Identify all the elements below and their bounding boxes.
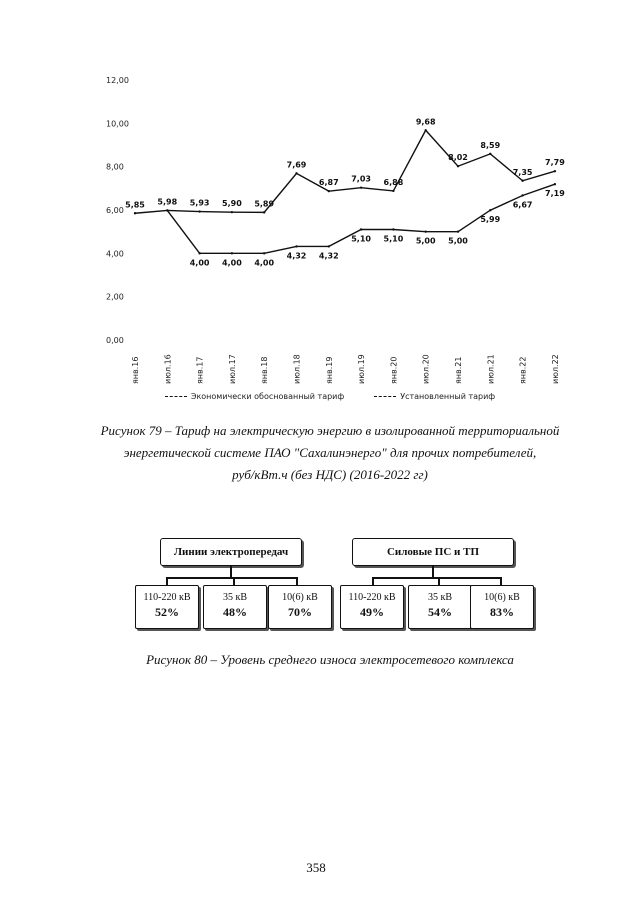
data-label: 4,00 [189,258,210,268]
data-label: 5,93 [189,198,210,208]
data-label: 5,10 [351,234,371,244]
connector [372,577,500,579]
data-point [360,186,362,188]
item-label: 10(6) кВ [282,592,318,603]
legend-label-established: Установленный тариф [400,392,496,401]
data-label: 6,67 [512,200,533,210]
connector [372,577,374,585]
data-point [231,211,233,213]
data-label: 5,85 [125,200,145,210]
x-tick-label: янв.19 [324,356,334,384]
caption79-line2: энергетической системе ПАО "Сахалинэнерго" для прочих потребителей, [123,445,537,460]
data-point [328,190,330,192]
data-label: 8,02 [448,153,468,163]
tariff-line-chart [0,0,632,400]
data-label: 4,32 [318,251,339,261]
connector [438,577,440,585]
connector [233,577,235,585]
item-value: 54% [428,605,452,619]
item-value: 48% [223,605,247,619]
item-label: 110-220 кВ [348,592,396,603]
power-lines-110-220 [135,585,199,629]
header-substations: Силовые ПС и ТП [352,538,514,566]
data-point [457,165,459,167]
data-label: 7,79 [545,158,565,168]
x-tick-label: июл.19 [357,354,367,384]
chart-legend [150,392,510,401]
data-point [295,172,297,174]
data-label: 5,10 [383,234,404,244]
x-tick-label: июл.22 [550,354,560,384]
data-point [166,209,168,211]
data-label: 7,35 [512,167,533,177]
data-label: 5,99 [480,215,501,225]
y-tick-label: 8,00 [106,162,124,172]
data-point [521,194,523,196]
data-label: 5,90 [222,199,242,209]
figure-79-caption [95,420,565,486]
data-point [328,245,330,247]
x-tick-label: янв.21 [454,356,463,384]
x-tick-label: июл.21 [486,354,496,384]
data-point [425,129,427,131]
y-tick-label: 2,00 [106,292,124,302]
data-label: 7,03 [351,174,371,184]
data-point [554,170,556,172]
substations-10-6 [470,585,534,629]
legend-item-economic [165,392,344,401]
header-power-lines: Линии электропередач [160,538,302,566]
y-tick-label: 0,00 [106,336,124,345]
x-tick-label: июл.18 [292,354,302,384]
data-label: 6,87 [318,178,339,188]
item-value: 70% [288,605,312,619]
data-point [295,245,297,247]
data-label: 5,00 [415,236,436,246]
data-label: 8,59 [480,140,501,150]
data-point [489,153,491,155]
x-tick-label: янв.18 [260,356,270,384]
caption79-line1: Рисунок 79 – Тариф на электрическую энергию в изолированной территориальной [100,423,560,438]
x-tick-label: янв.17 [195,356,205,384]
legend-swatch-established [374,396,396,397]
x-tick-label: июл.16 [163,354,173,384]
data-point [489,209,491,211]
figure-80-caption: Рисунок 80 – Уровень среднего износа электросетевого комплекса [146,652,514,667]
y-tick-label: 6,00 [106,206,124,215]
item-label: 35 кВ [427,592,453,603]
x-tick-label: янв.22 [518,356,528,384]
item-value: 83% [490,605,514,619]
data-point [554,183,556,185]
y-tick-label: 10,00 [106,119,129,129]
data-label: 7,19 [545,189,565,199]
data-point [263,211,265,213]
data-label: 4,32 [286,251,307,261]
data-label: 9,68 [415,117,436,127]
page-number: 358 [306,860,326,875]
legend-swatch-economic [165,396,187,397]
data-point [198,210,200,212]
data-point [198,252,200,254]
x-tick-label: янв.20 [389,356,399,384]
data-point [360,228,362,230]
data-point [392,228,394,230]
data-label: 6,88 [383,177,404,187]
legend-item-established [374,392,495,401]
y-tick-label: 4,00 [106,249,124,259]
x-tick-label: июл.20 [421,354,431,384]
item-value: 52% [155,605,179,619]
connector [166,577,168,585]
data-label: 5,00 [448,236,468,246]
data-labels [125,117,565,267]
power-lines-10-6 [268,585,332,629]
connector [166,577,297,579]
data-point [263,252,265,254]
legend-label-economic: Экономически обоснованный тариф [190,392,345,401]
data-point [134,212,136,214]
data-point [392,190,394,192]
data-point [425,230,427,232]
substations-35 [408,585,472,629]
item-label: 35 кВ [222,592,248,603]
item-value: 49% [360,605,384,619]
item-label: 10(6) кВ [484,592,520,603]
x-tick-label: июл.17 [227,354,237,384]
connector [296,577,298,585]
data-label: 7,69 [286,160,307,170]
connector [500,577,502,585]
item-label: 110-220 кВ [143,592,191,603]
y-tick-label: 12,00 [106,76,129,85]
data-point [231,252,233,254]
power-lines-35 [203,585,267,629]
data-label: 5,89 [254,199,275,209]
data-label: 5,98 [157,197,178,207]
caption79-line3: руб/кВт.ч (без НДС) (2016-2022 гг) [232,467,428,482]
data-label: 4,00 [222,258,242,268]
x-axis-ticks [131,354,560,384]
substations-110-220 [340,585,404,629]
data-point [521,180,523,182]
y-axis-ticks [106,76,129,345]
data-label: 4,00 [254,258,275,268]
x-tick-label: янв.16 [131,356,140,384]
data-point [457,230,459,232]
